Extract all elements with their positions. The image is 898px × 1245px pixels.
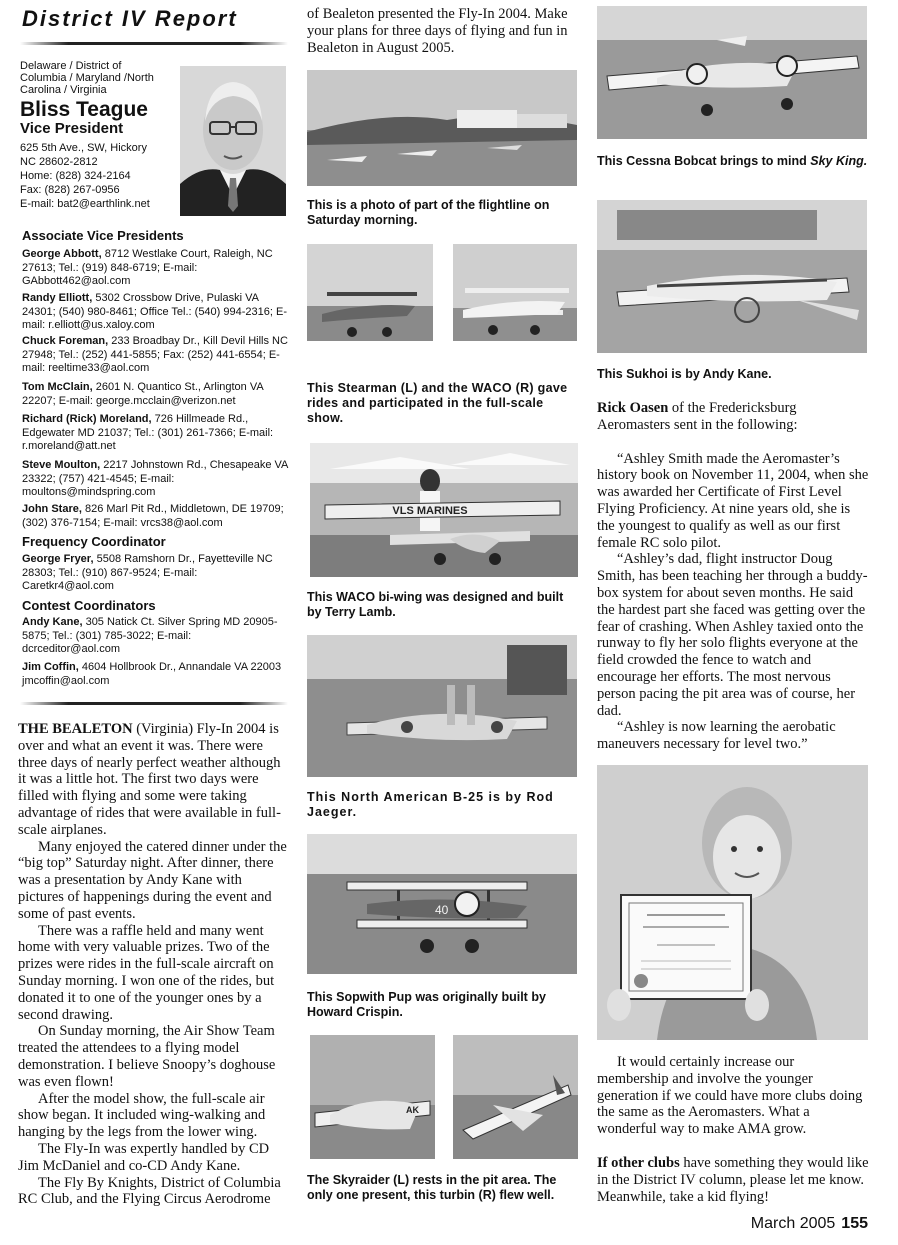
vp-name: Bliss Teague: [20, 98, 148, 121]
article-paragraph: The Fly-In was expertly handled by CD Jim McDaniel and co-CD Andy Kane.: [18, 1140, 270, 1174]
associates-heading: Associate Vice Presidents: [22, 228, 184, 243]
contest-heading: Contest Coordinators: [22, 598, 156, 613]
sopwith-photo: [307, 834, 577, 974]
title-rule: [20, 42, 288, 45]
article-body-col1: [18, 721, 288, 1208]
article-lead: THE BEALETON: [18, 721, 133, 737]
article-paragraph: On Sunday morning, the Air Show Team treated the attendees to a flying model demonstration. I believe Snoopy’s doghouse was even flown!: [18, 1023, 276, 1090]
cessna-photo: [597, 6, 867, 139]
sopwith-caption: This Sopwith Pup was originally built by Howard Crispin.: [307, 990, 546, 1019]
quote-paragraph: “Ashley Smith made the Aeromaster’s history book on November 11, 2004, when she was awarded her Certificate of First Level Flying Proficiency. At nine years old, she is the youngest to qualify as well as our first female RC solo pilot.: [597, 450, 869, 551]
associate-entry: Tom McClain, 2601 N. Quantico St., Arlington VA 22207; E-mail: george.mcclain@verizon.net: [22, 381, 264, 407]
section-rule: [20, 702, 288, 705]
article-paragraph: It would certainly increase our membership and involve the younger generation if we could have more clubs doing the same as the Aeromasters. What a wonderful way to make AMA grow.: [597, 1054, 863, 1138]
article-body-col3: [597, 400, 869, 753]
article-paragraph: There was a raffle held and many went home with very valuable prizes. Two of the prizes were rides in the full-scale aircraft on Sunday morning. I won one of the rides, but donated it to one of the younger ones by a second drawing.: [18, 922, 275, 1023]
article-paragraph: After the model show, the full-scale air show began. It included wing-walking and hanging by the legs from the lower wing.: [18, 1090, 266, 1141]
waco-photo: [453, 244, 577, 341]
flightline-photo: [307, 70, 577, 186]
vp-contact: [20, 141, 180, 211]
article-paragraph: If other clubs have something they would like in the District IV column, please let me know. Meanwhile, take a kid flying!: [597, 1154, 869, 1205]
page-footer: [751, 1215, 868, 1233]
svg-text:40: 40: [435, 903, 449, 917]
sukhoi-caption: This Sukhoi is by Andy Kane.: [597, 367, 772, 381]
svg-text:AK: AK: [406, 1105, 419, 1115]
waco-wing-lettering: VLS MARINES: [392, 505, 468, 517]
vp-portrait-photo: [180, 66, 286, 216]
quote-paragraph: “Ashley’s dad, flight instructor Doug Smith, has been teaching her through a buddy-box system for about seven months. He said the hardest part she faced was getting over the fear of crashing. When Ashley taxied onto the runway to fly her solo flights everyone at the field crowded the fence to watch and encourage her efforts. The most nervous person pacing the pit area was of course, her dad.: [597, 551, 868, 719]
skyraider-caption: The Skyraider (L) rests in the pit area. The only one present, this turbin (R) flew well.: [307, 1173, 557, 1202]
sukhoi-photo: [597, 200, 867, 353]
page-number: 155: [841, 1215, 868, 1232]
stearman-photo: [307, 244, 433, 341]
frequency-entry: George Fryer, 5508 Ramshorn Dr., Fayetteville NC 28303; Tel.: (910) 867-9524; E-mail: Caretkr4@aol.com: [22, 553, 273, 592]
contest-entry: Andy Kane, 305 Natick Ct. Silver Spring MD 20905-5875; Tel.: (301) 785-3022; E-mail: dcrceditor@aol.com: [22, 616, 278, 655]
associate-entry: Richard (Rick) Moreland, 726 Hillmeade Rd., Edgewater MD 21037; Tel.: (301) 261-7366; E-mail: r.moreland@att.net: [22, 413, 274, 452]
b25-photo: [307, 635, 577, 777]
b25-caption: This North American B-25 is by Rod Jaeger.: [307, 790, 554, 819]
article-paragraph: Many enjoyed the catered dinner under the “big top” Saturday night. After dinner, there was a presentation by Andy Kane with pictures of happenings during the event and some of past events.: [18, 838, 287, 922]
region-list: Delaware / District of Columbia / Maryland /North Carolina / Virginia: [20, 60, 154, 96]
flightline-caption: This is a photo of part of the flightline on Saturday morning.: [307, 198, 550, 227]
associate-entry: Steve Moulton, 2217 Johnstown Rd., Chesapeake VA 23322; (757) 421-4545; E-mail: moultons@mindspring.com: [22, 459, 288, 498]
contact-line: E-mail: bat2@earthlink.net: [20, 198, 150, 210]
quote-paragraph: “Ashley is now learning the aerobatic maneuvers necessary for level two.”: [597, 719, 836, 753]
article-lead: If other clubs: [597, 1154, 680, 1171]
contact-line: Home: (828) 324-2164: [20, 170, 131, 182]
article-paragraph: Rick Oasen of the Fredericksburg Aeromasters sent in the following:: [597, 400, 798, 433]
frequency-heading: Frequency Coordinator: [22, 534, 166, 549]
issue-date: March 2005: [750, 1215, 836, 1232]
waco-biwing-photo: [310, 443, 578, 577]
contact-line: 625 5th Ave., SW, Hickory: [20, 142, 147, 154]
associate-entry: George Abbott, 8712 Westlake Court, Raleigh, NC 27613; Tel.: (919) 848-6719; E-mail: GAbbott462@aol.com: [22, 248, 273, 287]
associate-entry: Randy Elliott, 5302 Crossbow Drive, Pulaski VA 24301; (540) 980-8461; Office Tel.: (540) 994-2316; E-mail: r.elliott@us.xaloy.com: [22, 292, 287, 331]
article-lead: Rick Oasen: [597, 400, 669, 416]
associate-entry: Chuck Foreman, 233 Broadbay Dr., Kill Devil Hills NC 27948; Tel.: (252) 441-5855; Fax: (252) 441-6554; E-mail: reeltime33@aol.com: [22, 335, 288, 374]
contact-line: NC 28602-2812: [20, 156, 98, 168]
article-continuation: of Bealeton presented the Fly-In 2004. Make your plans for three days of flying and fun in Bealeton in August 2005.: [307, 6, 568, 56]
ashley-certificate-photo: [597, 765, 868, 1040]
waco-caption: This WACO bi-wing was designed and built by Terry Lamb.: [307, 590, 564, 619]
associate-entry: John Stare, 826 Marl Pit Rd., Middletown, DE 19709; (302) 376-7154; E-mail: vrcs38@aol.com: [22, 503, 284, 529]
vp-title: Vice President: [20, 120, 124, 137]
turbine-photo: [453, 1035, 578, 1159]
article-paragraph: The Fly By Knights, District of Columbia RC Club, and the Flying Circus Aerodrome: [18, 1174, 281, 1208]
article-closing: [597, 1054, 869, 1205]
stearman-caption: This Stearman (L) and the WACO (R) gave rides and participated in the full-scale show.: [307, 381, 568, 425]
contact-line: Fax: (828) 267-0956: [20, 184, 120, 196]
skyraider-photo: [310, 1035, 435, 1159]
article-paragraph: THE BEALETON (Virginia) Fly-In 2004 is over and what an event it was. There were three days of nearly perfect weather although it was a little hot. The first two days were filled with flying and some were taking advantage of rides that were available in full-scale airplanes.: [18, 721, 281, 838]
cessna-caption: This Cessna Bobcat brings to mind Sky King.: [597, 154, 868, 168]
report-title: District IV Report: [22, 6, 238, 31]
contest-entry: Jim Coffin, 4604 Hollbrook Dr., Annandale VA 22003 jmcoffin@aol.com: [22, 661, 282, 687]
